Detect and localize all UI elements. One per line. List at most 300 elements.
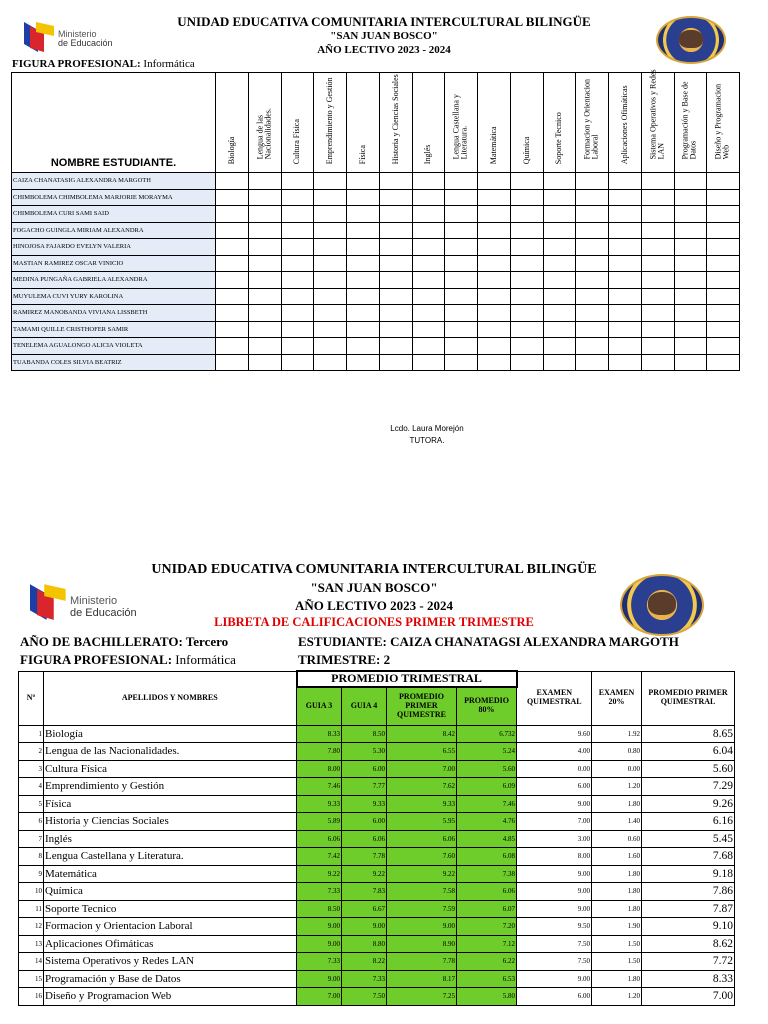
subject-name: Física	[44, 795, 297, 813]
grade-cell	[248, 222, 281, 239]
guia3-value: 7.33	[297, 953, 342, 971]
promedio80-value: 6.08	[457, 848, 517, 866]
promedio-primer-value: 7.78	[387, 953, 457, 971]
promedio-primer-value: 8.42	[387, 725, 457, 743]
grade-cell	[281, 272, 314, 289]
grade-cell	[281, 206, 314, 223]
subject-header: Física	[347, 73, 380, 173]
grade-cell	[445, 305, 478, 322]
promedio-final-value: 6.16	[642, 813, 735, 831]
table-row	[19, 795, 735, 813]
grade-cell	[674, 354, 707, 371]
guia4-value: 9.00	[342, 918, 387, 936]
promedio-primer-value: 7.25	[387, 988, 457, 1006]
subject-name: Emprendimiento y Gestión	[44, 778, 297, 796]
subject-name: Historia y Ciencias Sociales	[44, 813, 297, 831]
grade-cell	[478, 288, 511, 305]
promedio-final-value: 5.60	[642, 760, 735, 778]
table-row	[19, 813, 735, 831]
student-label: ESTUDIANTE:	[298, 634, 387, 649]
figura-value: Informática	[175, 652, 236, 667]
grade-cell	[707, 288, 740, 305]
grade-cell	[543, 206, 576, 223]
row-number: 6	[19, 813, 44, 831]
grade-cell	[314, 189, 347, 206]
promedio-primer-value: 7.58	[387, 883, 457, 901]
row-number: 13	[19, 935, 44, 953]
grade-cell	[576, 239, 609, 256]
subject-name: Sistema Operativos y Redes LAN	[44, 953, 297, 971]
grade-cell	[314, 255, 347, 272]
row-number: 5	[19, 795, 44, 813]
grade-cell	[248, 288, 281, 305]
student-name: TUABANDA COLES SILVIA BEATRIZ	[12, 354, 216, 371]
promedio80-value: 6.06	[457, 883, 517, 901]
promedio80-value: 7.20	[457, 918, 517, 936]
roster-header-row	[12, 73, 740, 173]
grade-cell	[445, 272, 478, 289]
subject-name: Formacion y Orientacion Laboral	[44, 918, 297, 936]
grade-cell	[314, 222, 347, 239]
grade-cell	[248, 321, 281, 338]
row-number: 10	[19, 883, 44, 901]
guia3-value: 7.33	[297, 883, 342, 901]
promedio-primer-value: 7.59	[387, 900, 457, 918]
grade-cell	[314, 305, 347, 322]
grade-cell	[478, 173, 511, 190]
table-row	[12, 173, 740, 190]
grade-cell	[445, 255, 478, 272]
promedio-primer-value: 9.33	[387, 795, 457, 813]
examen20-value: 1.90	[592, 918, 642, 936]
grade-cell	[510, 305, 543, 322]
guia4-value: 6.67	[342, 900, 387, 918]
promedio-final-value: 7.86	[642, 883, 735, 901]
grade-cell	[707, 255, 740, 272]
promedio-primer-value: 8.17	[387, 970, 457, 988]
subject-header: Soporte Tecnico	[543, 73, 576, 173]
grade-cell	[281, 338, 314, 355]
row-number: 9	[19, 865, 44, 883]
student-name: MEDINA PUNGAÑA GABRIELA ALEXANDRA	[12, 272, 216, 289]
grade-cell	[543, 321, 576, 338]
grade-cell	[379, 321, 412, 338]
grade-cell	[347, 338, 380, 355]
grade-cell	[576, 189, 609, 206]
signature-role: TUTORA.	[409, 436, 445, 445]
promedio-final-header: PROMEDIO PRIMER QUIMESTRAL	[642, 671, 735, 725]
grade-cell	[641, 255, 674, 272]
grade-cell	[510, 189, 543, 206]
table-row	[19, 883, 735, 901]
subject-header: Biología	[216, 73, 249, 173]
guia4-value: 7.33	[342, 970, 387, 988]
row-number: 15	[19, 970, 44, 988]
grade-cell	[379, 272, 412, 289]
examen20-value: 1.20	[592, 988, 642, 1006]
grade-cell	[543, 288, 576, 305]
promedio80-value: 5.60	[457, 760, 517, 778]
grade-cell	[248, 206, 281, 223]
row-number: 2	[19, 743, 44, 761]
ministry-text-2: de Educación	[58, 38, 113, 49]
promedio-primer-value: 7.00	[387, 760, 457, 778]
grade-cell	[412, 189, 445, 206]
grade-cell	[314, 173, 347, 190]
grade-cell	[543, 189, 576, 206]
trimestre-label: TRIMESTRE:	[298, 652, 381, 667]
grade-cell	[674, 305, 707, 322]
grade-cell	[379, 354, 412, 371]
subject-header: Química	[510, 73, 543, 173]
grade-cell	[609, 305, 642, 322]
guia3-header: GUIA 3	[297, 687, 342, 725]
grade-cell	[379, 206, 412, 223]
figura-label: FIGURA PROFESIONAL:	[20, 652, 173, 667]
grade-cell	[445, 239, 478, 256]
table-row	[12, 338, 740, 355]
promedio-final-value: 9.26	[642, 795, 735, 813]
table-row	[12, 255, 740, 272]
promedio-final-value: 7.72	[642, 953, 735, 971]
grade-cell	[412, 173, 445, 190]
table-row	[19, 778, 735, 796]
page1-school: UNIDAD EDUCATIVA COMUNITARIA INTERCULTURAL BILINGÜE	[177, 14, 591, 29]
row-number: 3	[19, 760, 44, 778]
guia4-value: 7.77	[342, 778, 387, 796]
examen-value: 9.00	[517, 795, 592, 813]
grades-header-row-1	[19, 671, 735, 687]
table-row	[19, 725, 735, 743]
grade-cell	[216, 354, 249, 371]
grade-cell	[412, 255, 445, 272]
promedio-primer-value: 7.60	[387, 848, 457, 866]
grade-cell	[412, 222, 445, 239]
grade-cell	[543, 239, 576, 256]
grade-cell	[445, 173, 478, 190]
grade-cell	[445, 206, 478, 223]
subject-name: Diseño y Programacion Web	[44, 988, 297, 1006]
grade-cell	[707, 239, 740, 256]
grade-cell	[707, 189, 740, 206]
trimestre-value: 2	[383, 652, 391, 667]
row-number: 8	[19, 848, 44, 866]
examen-value: 4.00	[517, 743, 592, 761]
promedio-trimestral-header: PROMEDIO TRIMESTRAL	[297, 671, 517, 687]
page1-figura-label: FIGURA PROFESIONAL:	[12, 58, 141, 70]
table-row	[19, 900, 735, 918]
grade-cell	[445, 288, 478, 305]
grade-cell	[641, 338, 674, 355]
grade-cell	[347, 189, 380, 206]
grade-cell	[576, 338, 609, 355]
grade-cell	[248, 305, 281, 322]
subject-header: Diseño y Programacion Web	[707, 73, 740, 173]
promedio80-value: 7.46	[457, 795, 517, 813]
ministry-text-2: de Educación	[70, 606, 137, 619]
guia3-value: 7.42	[297, 848, 342, 866]
subject-header: Aplicaciones Ofimáticas	[609, 73, 642, 173]
grade-cell	[478, 206, 511, 223]
grade-cell	[347, 288, 380, 305]
grade-cell	[478, 255, 511, 272]
grade-cell	[379, 222, 412, 239]
student-name: TAMAMI QUILLE CRISTHOFER SAMIR	[12, 321, 216, 338]
grade-cell	[641, 288, 674, 305]
guia3-value: 5.89	[297, 813, 342, 831]
grade-cell	[641, 354, 674, 371]
subject-header: Emprendimiento y Gestión	[314, 73, 347, 173]
examen20-value: 1.80	[592, 970, 642, 988]
grade-cell	[609, 272, 642, 289]
guia4-value: 6.00	[342, 813, 387, 831]
guia3-value: 9.00	[297, 935, 342, 953]
subject-name: Soporte Tecnico	[44, 900, 297, 918]
guia3-value: 6.06	[297, 830, 342, 848]
grade-cell	[347, 305, 380, 322]
grade-cell	[674, 239, 707, 256]
page1-figura	[12, 58, 195, 70]
grade-cell	[576, 206, 609, 223]
grade-cell	[674, 272, 707, 289]
promedio80-value: 5.24	[457, 743, 517, 761]
grade-cell	[445, 222, 478, 239]
subject-name: Aplicaciones Ofimáticas	[44, 935, 297, 953]
trimestre-line	[298, 652, 390, 668]
table-row	[12, 321, 740, 338]
grade-cell	[674, 206, 707, 223]
grade-cell	[641, 239, 674, 256]
subject-name: Lengua de las Nacionalidades.	[44, 743, 297, 761]
grade-cell	[412, 239, 445, 256]
promedio-final-value: 7.87	[642, 900, 735, 918]
grade-cell	[609, 354, 642, 371]
subject-header: Cultura Física	[281, 73, 314, 173]
row-number: 1	[19, 725, 44, 743]
grade-cell	[347, 255, 380, 272]
grade-cell	[281, 305, 314, 322]
grade-cell	[281, 239, 314, 256]
promedio80-value: 7.12	[457, 935, 517, 953]
promedio-final-value: 7.29	[642, 778, 735, 796]
grade-cell	[412, 321, 445, 338]
grade-cell	[248, 338, 281, 355]
grade-cell	[412, 354, 445, 371]
promedio-final-value: 8.62	[642, 935, 735, 953]
promedio80-value: 6.22	[457, 953, 517, 971]
subject-name: Biología	[44, 725, 297, 743]
table-row	[19, 935, 735, 953]
examen20-value: 1.80	[592, 865, 642, 883]
examen20-value: 1.92	[592, 725, 642, 743]
grade-cell	[674, 321, 707, 338]
guia4-value: 5.30	[342, 743, 387, 761]
grade-cell	[379, 189, 412, 206]
grade-cell	[478, 305, 511, 322]
guia4-value: 8.50	[342, 725, 387, 743]
grade-cell	[216, 272, 249, 289]
grade-cell	[576, 255, 609, 272]
page2-school: UNIDAD EDUCATIVA COMUNITARIA INTERCULTURAL BILINGÜE	[151, 562, 597, 577]
subject-header: Programación y Base de Datos	[674, 73, 707, 173]
grade-cell	[609, 206, 642, 223]
grade-cell	[216, 255, 249, 272]
grade-cell	[412, 206, 445, 223]
grade-cell	[543, 222, 576, 239]
grade-cell	[379, 338, 412, 355]
grade-cell	[674, 255, 707, 272]
grade-cell	[707, 321, 740, 338]
grade-cell	[248, 189, 281, 206]
grade-cell	[281, 321, 314, 338]
grade-cell	[281, 173, 314, 190]
student-name: MASTIAN RAMIREZ OSCAR VINICIO	[12, 255, 216, 272]
promedio-final-value: 9.18	[642, 865, 735, 883]
grade-cell	[314, 239, 347, 256]
student-name: MUYULEMA CUVI YURY KAROLINA	[12, 288, 216, 305]
guia3-value: 8.33	[297, 725, 342, 743]
guia3-value: 9.33	[297, 795, 342, 813]
guia3-value: 9.22	[297, 865, 342, 883]
grade-cell	[543, 173, 576, 190]
grade-cell	[478, 239, 511, 256]
examen20-value: 0.00	[592, 760, 642, 778]
grade-cell	[543, 354, 576, 371]
grade-cell	[216, 222, 249, 239]
grade-cell	[510, 173, 543, 190]
table-row	[12, 288, 740, 305]
subject-name: Matemática	[44, 865, 297, 883]
grade-cell	[576, 173, 609, 190]
examen20-value: 1.80	[592, 795, 642, 813]
grade-cell	[314, 321, 347, 338]
promedio-primer-value: 9.22	[387, 865, 457, 883]
grade-cell	[543, 255, 576, 272]
examen-value: 6.00	[517, 778, 592, 796]
grade-cell	[609, 255, 642, 272]
row-number: 11	[19, 900, 44, 918]
student-name: CHIMBOLEMA CHIMBOLEMA MARJORIE MORAYMA	[12, 189, 216, 206]
grade-cell	[510, 206, 543, 223]
roster-table	[11, 69, 740, 371]
grade-cell	[576, 321, 609, 338]
grade-cell	[543, 272, 576, 289]
guia3-value: 8.50	[297, 900, 342, 918]
grade-cell	[609, 239, 642, 256]
grade-cell	[674, 173, 707, 190]
grade-cell	[707, 206, 740, 223]
grade-cell	[412, 338, 445, 355]
subject-header: Inglés	[412, 73, 445, 173]
grade-cell	[707, 222, 740, 239]
grade-cell	[281, 354, 314, 371]
guia3-value: 9.00	[297, 970, 342, 988]
grade-cell	[674, 189, 707, 206]
table-row	[12, 354, 740, 371]
grade-cell	[609, 288, 642, 305]
grade-cell	[445, 354, 478, 371]
guia4-value: 7.50	[342, 988, 387, 1006]
grade-cell	[248, 173, 281, 190]
guia4-value: 6.06	[342, 830, 387, 848]
grade-cell	[609, 189, 642, 206]
row-number: 16	[19, 988, 44, 1006]
promedio80-value: 6.732	[457, 725, 517, 743]
table-row	[19, 848, 735, 866]
grade-cell	[379, 239, 412, 256]
page1-school-name: "SAN JUAN BOSCO"	[330, 30, 438, 42]
row-number: 12	[19, 918, 44, 936]
grade-cell	[281, 222, 314, 239]
grade-cell	[412, 272, 445, 289]
promedio-primer-value: 6.55	[387, 743, 457, 761]
grade-cell	[281, 189, 314, 206]
table-row	[12, 305, 740, 322]
page2-year: AÑO LECTIVO 2023 - 2024	[295, 598, 453, 613]
grade-cell	[576, 354, 609, 371]
grade-cell	[445, 189, 478, 206]
examen20-value: 0.80	[592, 743, 642, 761]
grades-table	[18, 670, 735, 1006]
subject-name: Lengua Castellana y Literatura.	[44, 848, 297, 866]
grade-cell	[576, 272, 609, 289]
student-line	[298, 634, 679, 650]
table-row	[12, 272, 740, 289]
grade-cell	[347, 206, 380, 223]
grade-cell	[641, 206, 674, 223]
examen-value: 7.00	[517, 813, 592, 831]
grade-cell	[347, 354, 380, 371]
examen-value: 9.00	[517, 865, 592, 883]
grade-cell	[216, 338, 249, 355]
grade-cell	[641, 189, 674, 206]
examen-value: 9.00	[517, 900, 592, 918]
subject-header: Matemática	[478, 73, 511, 173]
grade-cell	[379, 305, 412, 322]
student-name: RAMIREZ MANOBANDA VIVIANA LISSBETH	[12, 305, 216, 322]
examen20-value: 1.50	[592, 935, 642, 953]
examen20-header: EXAMEN 20%	[592, 671, 642, 725]
grade-cell	[478, 189, 511, 206]
guia4-value: 7.83	[342, 883, 387, 901]
grade-cell	[707, 173, 740, 190]
guia3-value: 7.46	[297, 778, 342, 796]
grade-cell	[314, 338, 347, 355]
row-number: 4	[19, 778, 44, 796]
grade-cell	[478, 321, 511, 338]
promedio80-value: 4.76	[457, 813, 517, 831]
grade-cell	[216, 206, 249, 223]
table-row	[19, 918, 735, 936]
examen20-value: 1.40	[592, 813, 642, 831]
guia3-value: 7.00	[297, 988, 342, 1006]
promedio-final-value: 5.45	[642, 830, 735, 848]
guia4-value: 9.33	[342, 795, 387, 813]
promedio-primer-value: 5.95	[387, 813, 457, 831]
promedio-primer-value: 7.62	[387, 778, 457, 796]
table-row	[19, 830, 735, 848]
grade-cell	[216, 173, 249, 190]
num-header: Nº	[19, 671, 44, 725]
promedio80-value: 6.53	[457, 970, 517, 988]
subject-name: Inglés	[44, 830, 297, 848]
guia4-value: 6.00	[342, 760, 387, 778]
grade-cell	[347, 321, 380, 338]
grade-cell	[248, 354, 281, 371]
table-row	[19, 988, 735, 1006]
grade-cell	[510, 239, 543, 256]
promedio80-value: 5.80	[457, 988, 517, 1006]
